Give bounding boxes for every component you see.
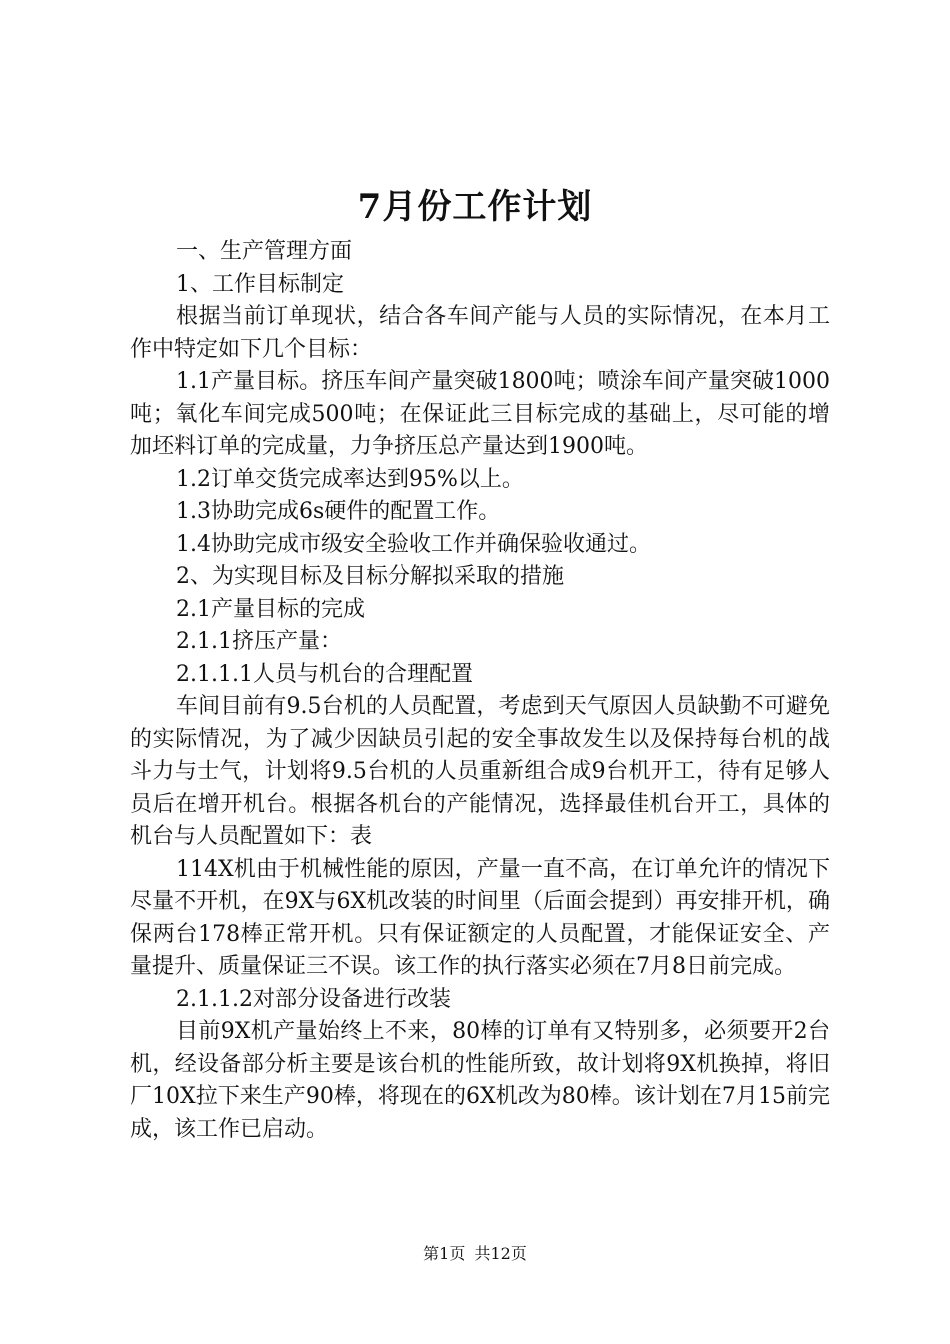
page-footer bbox=[0, 1243, 950, 1265]
list-item: 1.3协助完成6s硬件的配置工作。 bbox=[176, 499, 501, 524]
subsection-heading: 2.1产量目标的完成 bbox=[176, 596, 365, 622]
body-paragraph: 根据当前订单现状，结合各车间产能与人员的实际情况，在本月工作中特定如下几个目标： bbox=[130, 304, 830, 362]
subsection-heading: 2.1.1.2对部分设备进行改装 bbox=[176, 986, 451, 1012]
list-item: 1.1产量目标。挤压车间产量突破1800吨；喷涂车间产量突破1000吨；氧化车间完成500吨；在保证此三目标完成的基础上，尽可能的增加坯料订单的完成量，力争挤压总产量达到1900吨。 bbox=[130, 369, 830, 459]
list-item: 1.2订单交货完成率达到95%以上。 bbox=[176, 466, 524, 492]
page-number: 第1页 bbox=[423, 1244, 466, 1263]
body-paragraph: 车间目前有9.5台机的人员配置，考虑到天气原因人员缺勤不可避免的实际情况，为了减少因缺员引起的安全事故发生以及保持每台机的战斗力与士气，计划将9.5台机的人员重新组合成9台机开工，待有足够人员后在增开机台。根据各机台的产能情况，选择最佳机台开工，具体的机台与人员配置如下：表 bbox=[130, 694, 830, 849]
document-body bbox=[130, 236, 830, 1146]
body-paragraph: 114X机由于机械性能的原因，产量一直不高，在订单允许的情况下尽量不开机，在9X与6X机改装的时间里（后面会提到）再安排开机，确保两台178棒正常开机。只有保证额定的人员配置，才能保证安全、产量提升、质量保证三不误。该工作的执行落实必须在7月8日前完成。 bbox=[130, 856, 830, 979]
subsection-heading: 2.1.1.1人员与机台的合理配置 bbox=[176, 661, 473, 687]
subsection-heading: 2.1.1挤压产量： bbox=[176, 629, 342, 654]
body-paragraph: 目前9X机产量始终上不来，80棒的订单有又特别多，必须要开2台机，经设备部分析主要是该台机的性能所致，故计划将9X机换掉，将旧厂10X拉下来生产90棒，将现在的6X机改为80棒。该计划在7月15前完成，该工作已启动。 bbox=[130, 1019, 830, 1142]
subsection-heading: 1、工作目标制定 bbox=[176, 271, 344, 297]
page-total: 共12页 bbox=[474, 1244, 527, 1263]
list-item: 1.4协助完成市级安全验收工作并确保验收通过。 bbox=[176, 531, 651, 557]
section-heading: 一、生产管理方面 bbox=[176, 239, 353, 264]
document-title: 7月份工作计划 bbox=[357, 187, 593, 227]
subsection-heading: 2、为实现目标及目标分解拟采取的措施 bbox=[176, 564, 564, 589]
